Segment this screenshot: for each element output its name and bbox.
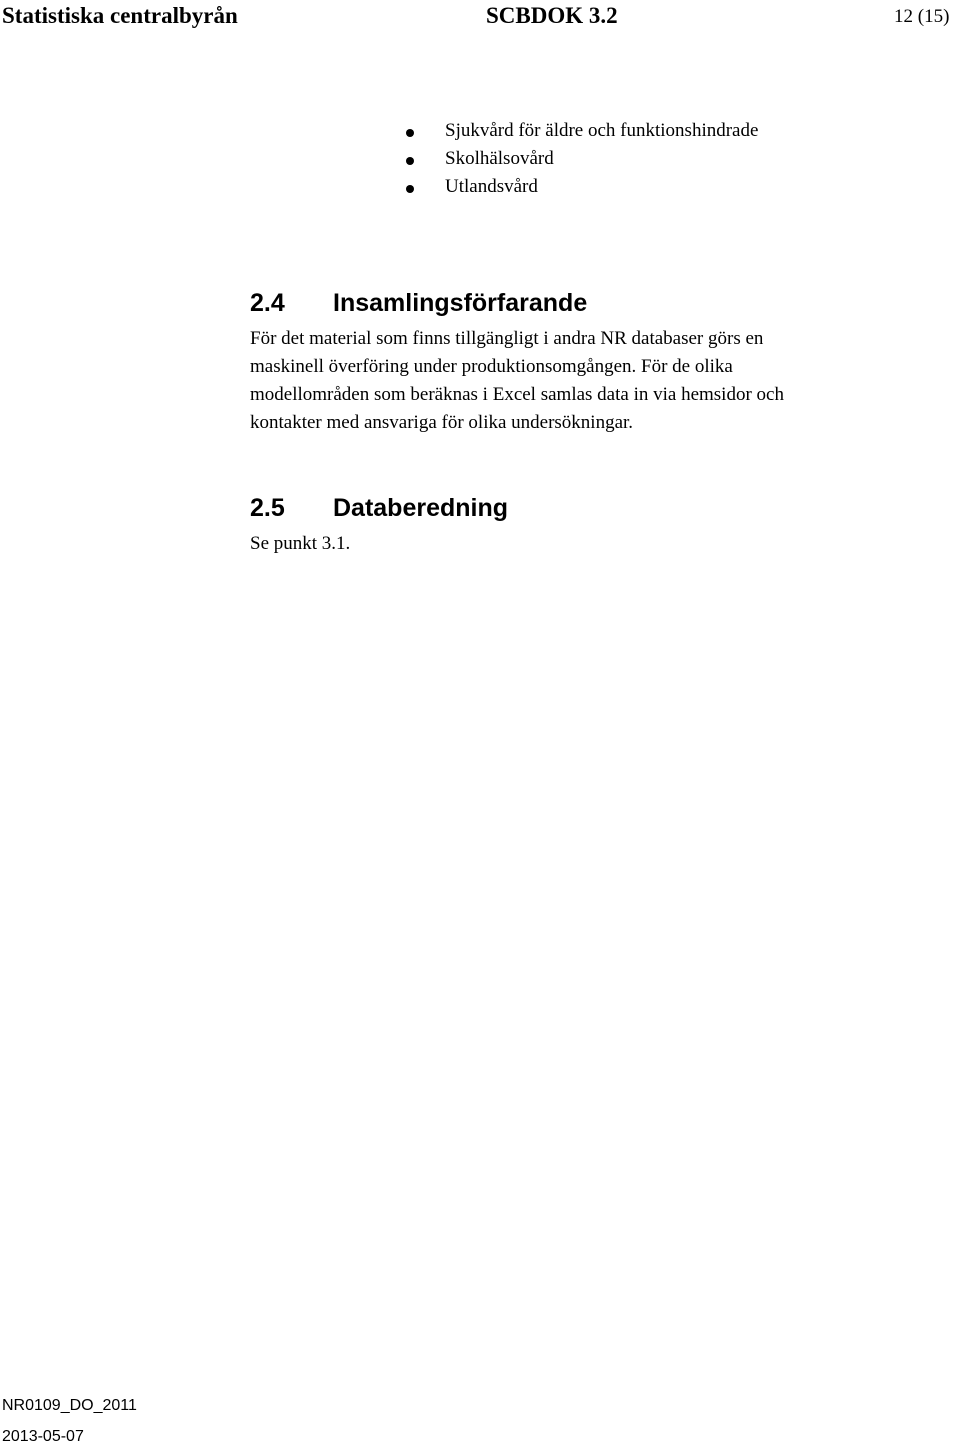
section-heading-2-4 bbox=[250, 288, 587, 318]
organization-name: Statistiska centralbyrån bbox=[2, 3, 238, 28]
paragraph-line: Se punkt 3.1. bbox=[250, 533, 351, 554]
paragraph-line: maskinell överföring under produktionsomgången. För de olika bbox=[250, 356, 733, 377]
list-item bbox=[0, 145, 554, 173]
paragraph-line: modellområden som beräknas i Excel samlas data in via hemsidor och bbox=[250, 384, 784, 405]
bullet-icon bbox=[406, 129, 414, 137]
list-item-text: Skolhälsovård bbox=[445, 148, 554, 169]
page-number: 12 (15) bbox=[894, 6, 950, 27]
bullet-icon bbox=[406, 185, 414, 193]
footer-document-id: NR0109_DO_2011 bbox=[2, 1397, 137, 1414]
section-title: Insamlingsförfarande bbox=[333, 289, 588, 317]
section-number: 2.5 bbox=[250, 494, 285, 522]
list-item-text: Sjukvård för äldre och funktionshindrade bbox=[445, 120, 759, 141]
bullet-icon bbox=[406, 157, 414, 165]
section-body-2-5 bbox=[250, 530, 350, 558]
document-code: SCBDOK 3.2 bbox=[486, 3, 618, 28]
paragraph-line: kontakter med ansvariga för olika undersökningar. bbox=[250, 412, 634, 433]
footer-date: 2013-05-07 bbox=[2, 1428, 84, 1445]
list-item bbox=[0, 117, 759, 145]
bullet-list bbox=[0, 117, 759, 201]
page-header bbox=[0, 0, 960, 32]
section-title: Databeredning bbox=[333, 494, 509, 522]
paragraph-line: För det material som finns tillgängligt i andra NR databaser görs en bbox=[250, 328, 764, 349]
list-item-text: Utlandsvård bbox=[445, 176, 538, 197]
list-item bbox=[0, 173, 538, 201]
section-number: 2.4 bbox=[250, 289, 285, 317]
section-heading-2-5 bbox=[250, 493, 508, 523]
section-body-2-4 bbox=[250, 325, 784, 437]
